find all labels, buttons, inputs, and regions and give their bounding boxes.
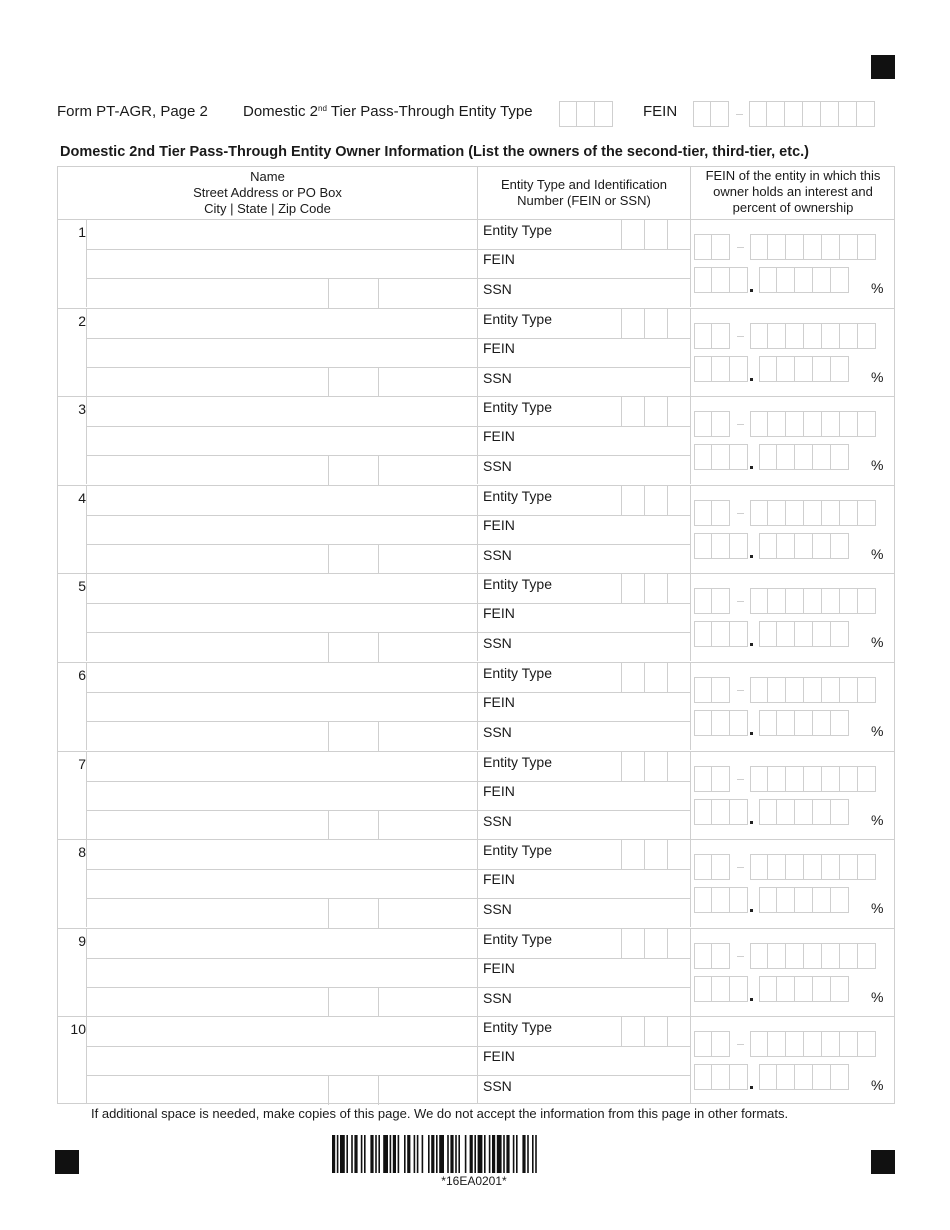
owner-row <box>58 485 894 573</box>
percent-decimal-input[interactable] <box>759 533 849 559</box>
percent-sign: % <box>871 988 884 1005</box>
percent-whole-input[interactable] <box>694 621 748 647</box>
entity-type-label: Entity Type <box>483 487 553 504</box>
row-number: 3 <box>78 401 86 418</box>
owner-identification <box>477 1017 691 1104</box>
column-header-ownership: FEIN of the entity in which this owner holds an interest and percent of ownership <box>690 167 895 219</box>
fein-label: FEIN <box>483 605 515 622</box>
owner-name-address[interactable] <box>86 220 478 307</box>
percent-decimal-input[interactable] <box>759 710 849 736</box>
barcode <box>332 1135 616 1173</box>
percent-decimal-input[interactable] <box>759 356 849 382</box>
header-fein-prefix-input[interactable] <box>693 101 729 127</box>
header-entity-type-input[interactable] <box>559 101 613 127</box>
percent-whole-input[interactable] <box>694 444 748 470</box>
row-fein-suffix-input[interactable] <box>750 411 876 437</box>
ownership-fein-percent <box>690 574 895 661</box>
row-fein-prefix-input[interactable] <box>694 323 730 349</box>
fein-label: FEIN <box>483 339 515 356</box>
owner-name-address[interactable] <box>86 752 478 839</box>
owner-name-address[interactable] <box>86 663 478 750</box>
row-fein-suffix-input[interactable] <box>750 234 876 260</box>
owner-row <box>58 1016 894 1104</box>
ssn-label: SSN <box>483 281 512 297</box>
owner-row <box>58 751 894 839</box>
owner-row <box>58 396 894 484</box>
row-fein-prefix-input[interactable] <box>694 1031 730 1057</box>
ssn-label: SSN <box>483 901 512 918</box>
percent-sign: % <box>871 545 884 562</box>
ssn-label: SSN <box>483 369 512 386</box>
percent-decimal-input[interactable] <box>759 1064 849 1090</box>
registration-mark-bottom-left <box>55 1150 79 1174</box>
row-number: 5 <box>78 578 86 595</box>
row-number: 8 <box>78 844 86 861</box>
row-fein-suffix-input[interactable] <box>750 677 876 703</box>
owner-row <box>58 928 894 1016</box>
row-fein-suffix-input[interactable] <box>750 588 876 614</box>
row-fein-prefix-input[interactable] <box>694 500 730 526</box>
fein-label: FEIN <box>483 428 515 445</box>
owner-name-address[interactable] <box>86 574 478 661</box>
ownership-fein-percent <box>690 220 895 307</box>
ownership-fein-percent <box>690 929 895 1016</box>
percent-sign: % <box>871 900 884 917</box>
ownership-fein-percent <box>690 397 895 484</box>
owner-identification <box>477 574 691 661</box>
ssn-label: SSN <box>483 989 512 1006</box>
ssn-label: SSN <box>483 546 512 563</box>
owner-table <box>57 166 895 1104</box>
ownership-fein-percent <box>690 663 895 750</box>
owner-identification <box>477 840 691 927</box>
owner-name-address[interactable] <box>86 309 478 396</box>
owner-row <box>58 662 894 750</box>
row-number: 6 <box>78 667 86 683</box>
owner-name-address[interactable] <box>86 397 478 484</box>
percent-whole-input[interactable] <box>694 976 748 1002</box>
percent-decimal-input[interactable] <box>759 621 849 647</box>
registration-mark-top-right <box>871 55 895 79</box>
ownership-fein-percent <box>690 309 895 396</box>
column-header-identification: Entity Type and Identification Number (FEIN or SSN) <box>477 167 690 219</box>
row-fein-prefix-input[interactable] <box>694 588 730 614</box>
percent-decimal-input[interactable] <box>759 887 849 913</box>
percent-sign: % <box>871 280 884 296</box>
registration-mark-bottom-right <box>871 1150 895 1174</box>
owner-identification <box>477 486 691 573</box>
row-number: 4 <box>78 489 86 506</box>
owner-name-address[interactable] <box>86 929 478 1016</box>
entity-type-label: Domestic 2nd Tier Pass-Through Entity Type <box>243 103 533 120</box>
form-label: Form PT-AGR, Page 2 <box>57 103 208 120</box>
column-header-name: Name Street Address or PO Box City | State | Zip Code <box>193 169 342 216</box>
percent-whole-input[interactable] <box>694 267 748 293</box>
percent-sign: % <box>871 457 884 474</box>
fein-label: FEIN <box>483 1048 515 1065</box>
row-fein-suffix-input[interactable] <box>750 854 876 880</box>
percent-whole-input[interactable] <box>694 1064 748 1090</box>
ssn-label: SSN <box>483 812 512 829</box>
percent-decimal-input[interactable] <box>759 444 849 470</box>
owner-identification <box>477 752 691 839</box>
owner-identification <box>477 220 691 307</box>
barcode-text: *16EA0201* <box>441 1174 507 1188</box>
owner-row <box>58 573 894 661</box>
ssn-label: SSN <box>483 724 512 740</box>
percent-sign: % <box>871 368 884 385</box>
percent-whole-input[interactable] <box>694 799 748 825</box>
ownership-fein-percent <box>690 1017 895 1104</box>
row-number: 10 <box>70 1021 86 1038</box>
owner-identification <box>477 663 691 750</box>
row-fein-suffix-input[interactable] <box>750 943 876 969</box>
entity-type-label: Entity Type <box>483 842 553 859</box>
percent-decimal-input[interactable] <box>759 799 849 825</box>
percent-sign: % <box>871 634 884 651</box>
row-fein-suffix-input[interactable] <box>750 1031 876 1057</box>
percent-whole-input[interactable] <box>694 887 748 913</box>
row-fein-prefix-input[interactable] <box>694 766 730 792</box>
percent-whole-input[interactable] <box>694 533 748 559</box>
ownership-fein-percent <box>690 840 895 927</box>
row-fein-prefix-input[interactable] <box>694 854 730 880</box>
percent-decimal-input[interactable] <box>759 267 849 293</box>
percent-sign: % <box>871 1077 884 1094</box>
entity-type-label: Entity Type <box>483 930 553 947</box>
owner-row <box>58 839 894 927</box>
owner-row <box>58 308 894 396</box>
owner-identification <box>477 929 691 1016</box>
ownership-fein-percent <box>690 752 895 839</box>
entity-type-label: Entity Type <box>483 310 553 327</box>
entity-type-label: Entity Type <box>483 576 553 593</box>
entity-type-label: Entity Type <box>483 753 553 770</box>
percent-whole-input[interactable] <box>694 356 748 382</box>
owner-row <box>58 219 894 307</box>
fein-label: FEIN <box>483 782 515 799</box>
percent-whole-input[interactable] <box>694 710 748 736</box>
entity-type-label: Entity Type <box>483 665 553 681</box>
fein-label: FEIN <box>643 103 678 120</box>
row-fein-prefix-input[interactable] <box>694 677 730 703</box>
entity-type-label: Entity Type <box>483 222 553 238</box>
ssn-label: SSN <box>483 1078 512 1095</box>
ssn-label: SSN <box>483 635 512 652</box>
row-fein-suffix-input[interactable] <box>750 323 876 349</box>
percent-decimal-input[interactable] <box>759 976 849 1002</box>
fein-label: FEIN <box>483 694 515 710</box>
percent-sign: % <box>871 811 884 828</box>
percent-sign: % <box>871 723 884 739</box>
ownership-fein-percent <box>690 486 895 573</box>
owner-identification <box>477 309 691 396</box>
fein-label: FEIN <box>483 871 515 888</box>
owner-name-address[interactable] <box>86 1017 478 1104</box>
entity-type-label: Entity Type <box>483 399 553 416</box>
row-number: 9 <box>78 932 86 949</box>
owner-name-address[interactable] <box>86 840 478 927</box>
ssn-label: SSN <box>483 458 512 475</box>
footnote: If additional space is needed, make copies of this page. We do not accept the information from this page in other formats. <box>91 1106 789 1121</box>
row-fein-suffix-input[interactable] <box>750 500 876 526</box>
fein-label: FEIN <box>483 516 515 533</box>
entity-type-label: Entity Type <box>483 1019 553 1036</box>
fein-label: FEIN <box>483 251 515 267</box>
row-fein-prefix-input[interactable] <box>694 943 730 969</box>
header-fein-suffix-input[interactable] <box>749 101 875 127</box>
fein-label: FEIN <box>483 959 515 976</box>
owner-identification <box>477 397 691 484</box>
row-fein-prefix-input[interactable] <box>694 411 730 437</box>
row-number: 7 <box>78 755 86 772</box>
row-fein-prefix-input[interactable] <box>694 234 730 260</box>
row-number: 2 <box>78 312 86 329</box>
row-number: 1 <box>78 224 86 240</box>
row-fein-suffix-input[interactable] <box>750 766 876 792</box>
owner-name-address[interactable] <box>86 486 478 573</box>
section-title: Domestic 2nd Tier Pass-Through Entity Owner Information (List the owners of the second-tier, third-tier, etc.) <box>60 144 809 160</box>
